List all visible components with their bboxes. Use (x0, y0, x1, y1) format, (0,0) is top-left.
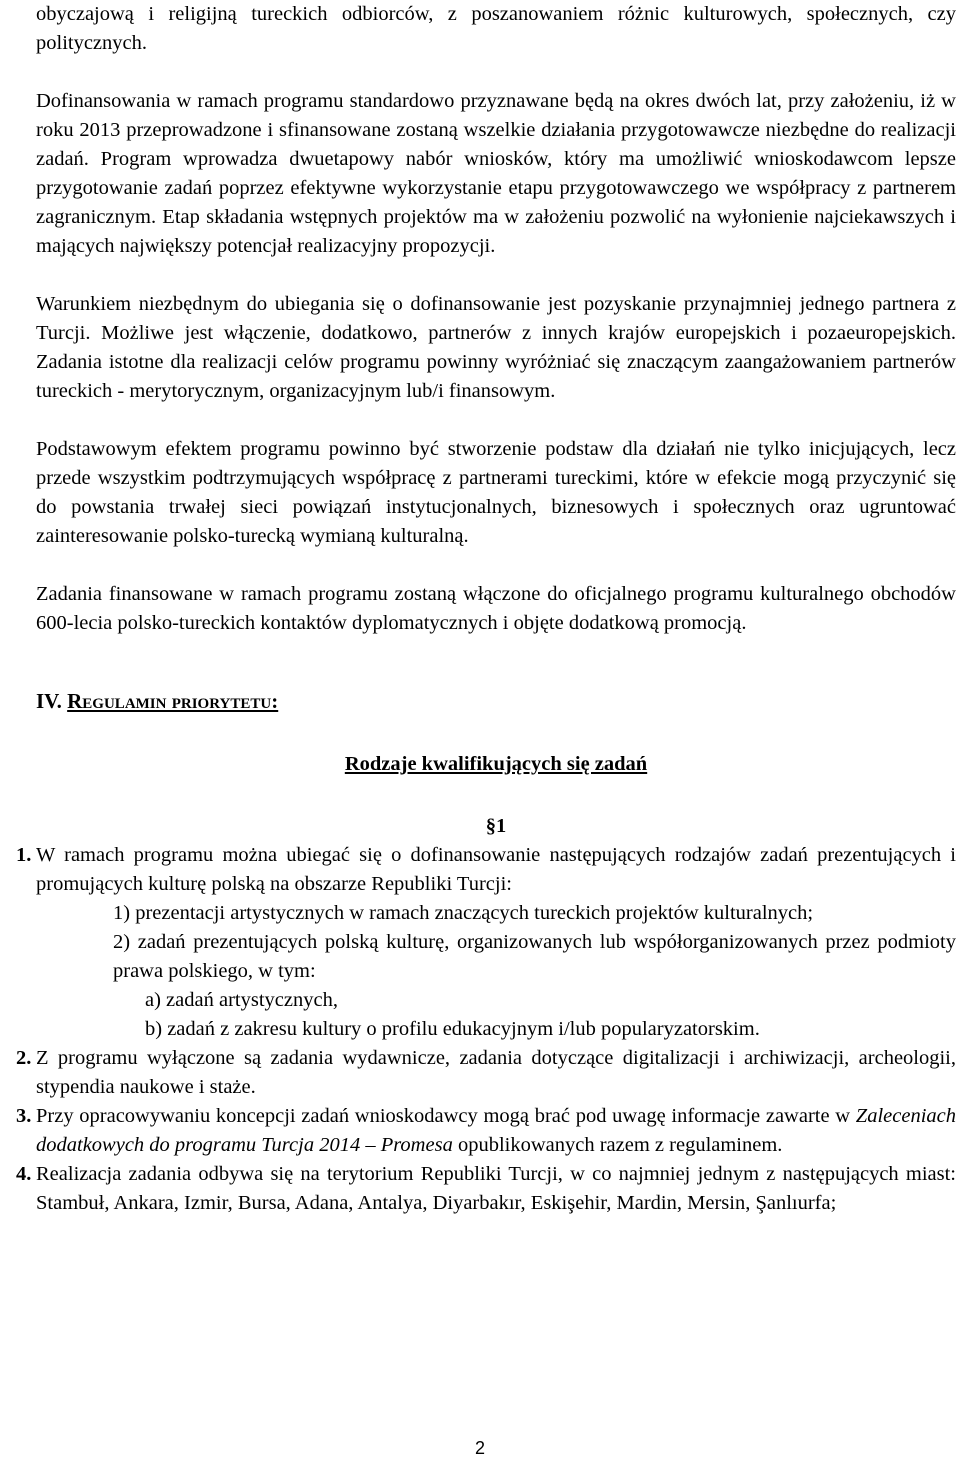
item-text-italic: Zaleceniach dodatkowych do programu Turcja 2014 – Promesa (36, 1105, 956, 1156)
item-text-a: Przy opracowywaniu koncepcji zadań wnioskodawcy mogą brać pod uwagę informacje zawarte w (36, 1105, 856, 1127)
subtitle: Rodzaje kwalifikujących się zadań (344, 753, 648, 775)
list-item-3 (16, 1102, 956, 1160)
document-page (16, 0, 956, 1218)
item-text: W ramach programu można ubiegać się o dofinansowanie następujących rodzajów zadań prezentujących i promujących kulturę polską na obszarze Republiki Turcji: (36, 844, 956, 895)
page-number: 2 (474, 1438, 485, 1458)
item-number: 3. (16, 1105, 32, 1127)
letter-item-a: a) zadań artystycznych, (145, 989, 338, 1011)
item-text-b: opublikowanych razem z regulaminem. (452, 1134, 783, 1156)
list-item-2 (16, 1044, 956, 1102)
item-number: 1. (16, 844, 32, 866)
funding-paragraph: Dofinansowania w ramach programu standardowo przyznawane będą na okres dwóch lat, przy założeniu, iż w roku 2013 przeprowadzone i sfinansowane zostaną wszelkie działania przygotowawcze niezbędne do realizacji zadań. Program wprowadza dwuetapowy nabór wniosków, który ma umożliwić wnioskodawcom lepsze przygotowanie zadań poprzez efektywne wykorzystanie etapu przygotowawczego we współpracy z partnerem zagranicznym. Etap składania wstępnych projektów ma w założeniu pozwolić na wyłonienie najciekawszych i mających największy potencjał realizacyjny propozycji. (36, 90, 956, 257)
list-item-4 (16, 1160, 956, 1218)
item-number: 4. (16, 1163, 32, 1185)
section-heading (36, 687, 956, 716)
item-text: Realizacja zadania odbywa się na terytorium Republiki Turcji, w co najmniej jednym z następujących miast: Stambuł, Ankara, Izmir, Bursa, Adana, Antalya, Diyarbakır, Eskişehir, Mardin, Mersin, Şanlıurfa; (36, 1163, 956, 1214)
item-text: Z programu wyłączone są zadania wydawnicze, zadania dotyczące digitalizacji i archiwizacji, archeologii, stypendia naukowe i staże. (36, 1047, 956, 1098)
section-title: Regulamin priorytetu: (67, 689, 279, 713)
section-number: IV. (36, 689, 62, 713)
letter-item-b: b) zadań z zakresu kultury o profilu edukacyjnym i/lub popularyzatorskim. (145, 1018, 760, 1040)
paragraph-sign: §1 (485, 815, 507, 837)
item-number: 2. (16, 1047, 32, 1069)
effect-paragraph: Podstawowym efektem programu powinno być stworzenie podstaw dla działań nie tylko inicjujących, lecz przede wszystkim podtrzymujących współpracę z partnerami tureckimi, które w efekcie mogą przyczynić się do powstania trwałej sieci powiązań instytucjonalnych, biznesowych i społecznych oraz ugruntować zainteresowanie polsko-turecką wymianą kulturalną. (36, 438, 956, 547)
sub-item-1: 1) prezentacji artystycznych w ramach znaczących tureckich projektów kulturalnych; (113, 902, 814, 924)
anniversary-paragraph: Zadania finansowane w ramach programu zostaną włączone do oficjalnego programu kulturalnego obchodów 600-lecia polsko-tureckich kontaktów dyplomatycznych i objęte dodatkową promocją. (36, 583, 956, 634)
intro-tail: obyczajową i religijną tureckich odbiorców, z poszanowaniem różnic kulturowych, społecznych, czy politycznych. (36, 3, 956, 54)
list-item-1 (16, 841, 956, 899)
sub-item-2: 2) zadań prezentujących polską kulturę, organizowanych lub współorganizowanych przez podmioty prawa polskiego, w tym: (113, 931, 956, 982)
partner-paragraph: Warunkiem niezbędnym do ubiegania się o dofinansowanie jest pozyskanie przynajmniej jednego partnera z Turcji. Możliwe jest włączenie, dodatkowo, partnerów z innych krajów europejskich i pozaeuropejskich. Zadania istotne dla realizacji celów programu powinny wyróżniać się znaczącym zaangażowaniem partnerów tureckich - merytorycznym, organizacyjnym lub/i finansowym. (36, 293, 956, 402)
